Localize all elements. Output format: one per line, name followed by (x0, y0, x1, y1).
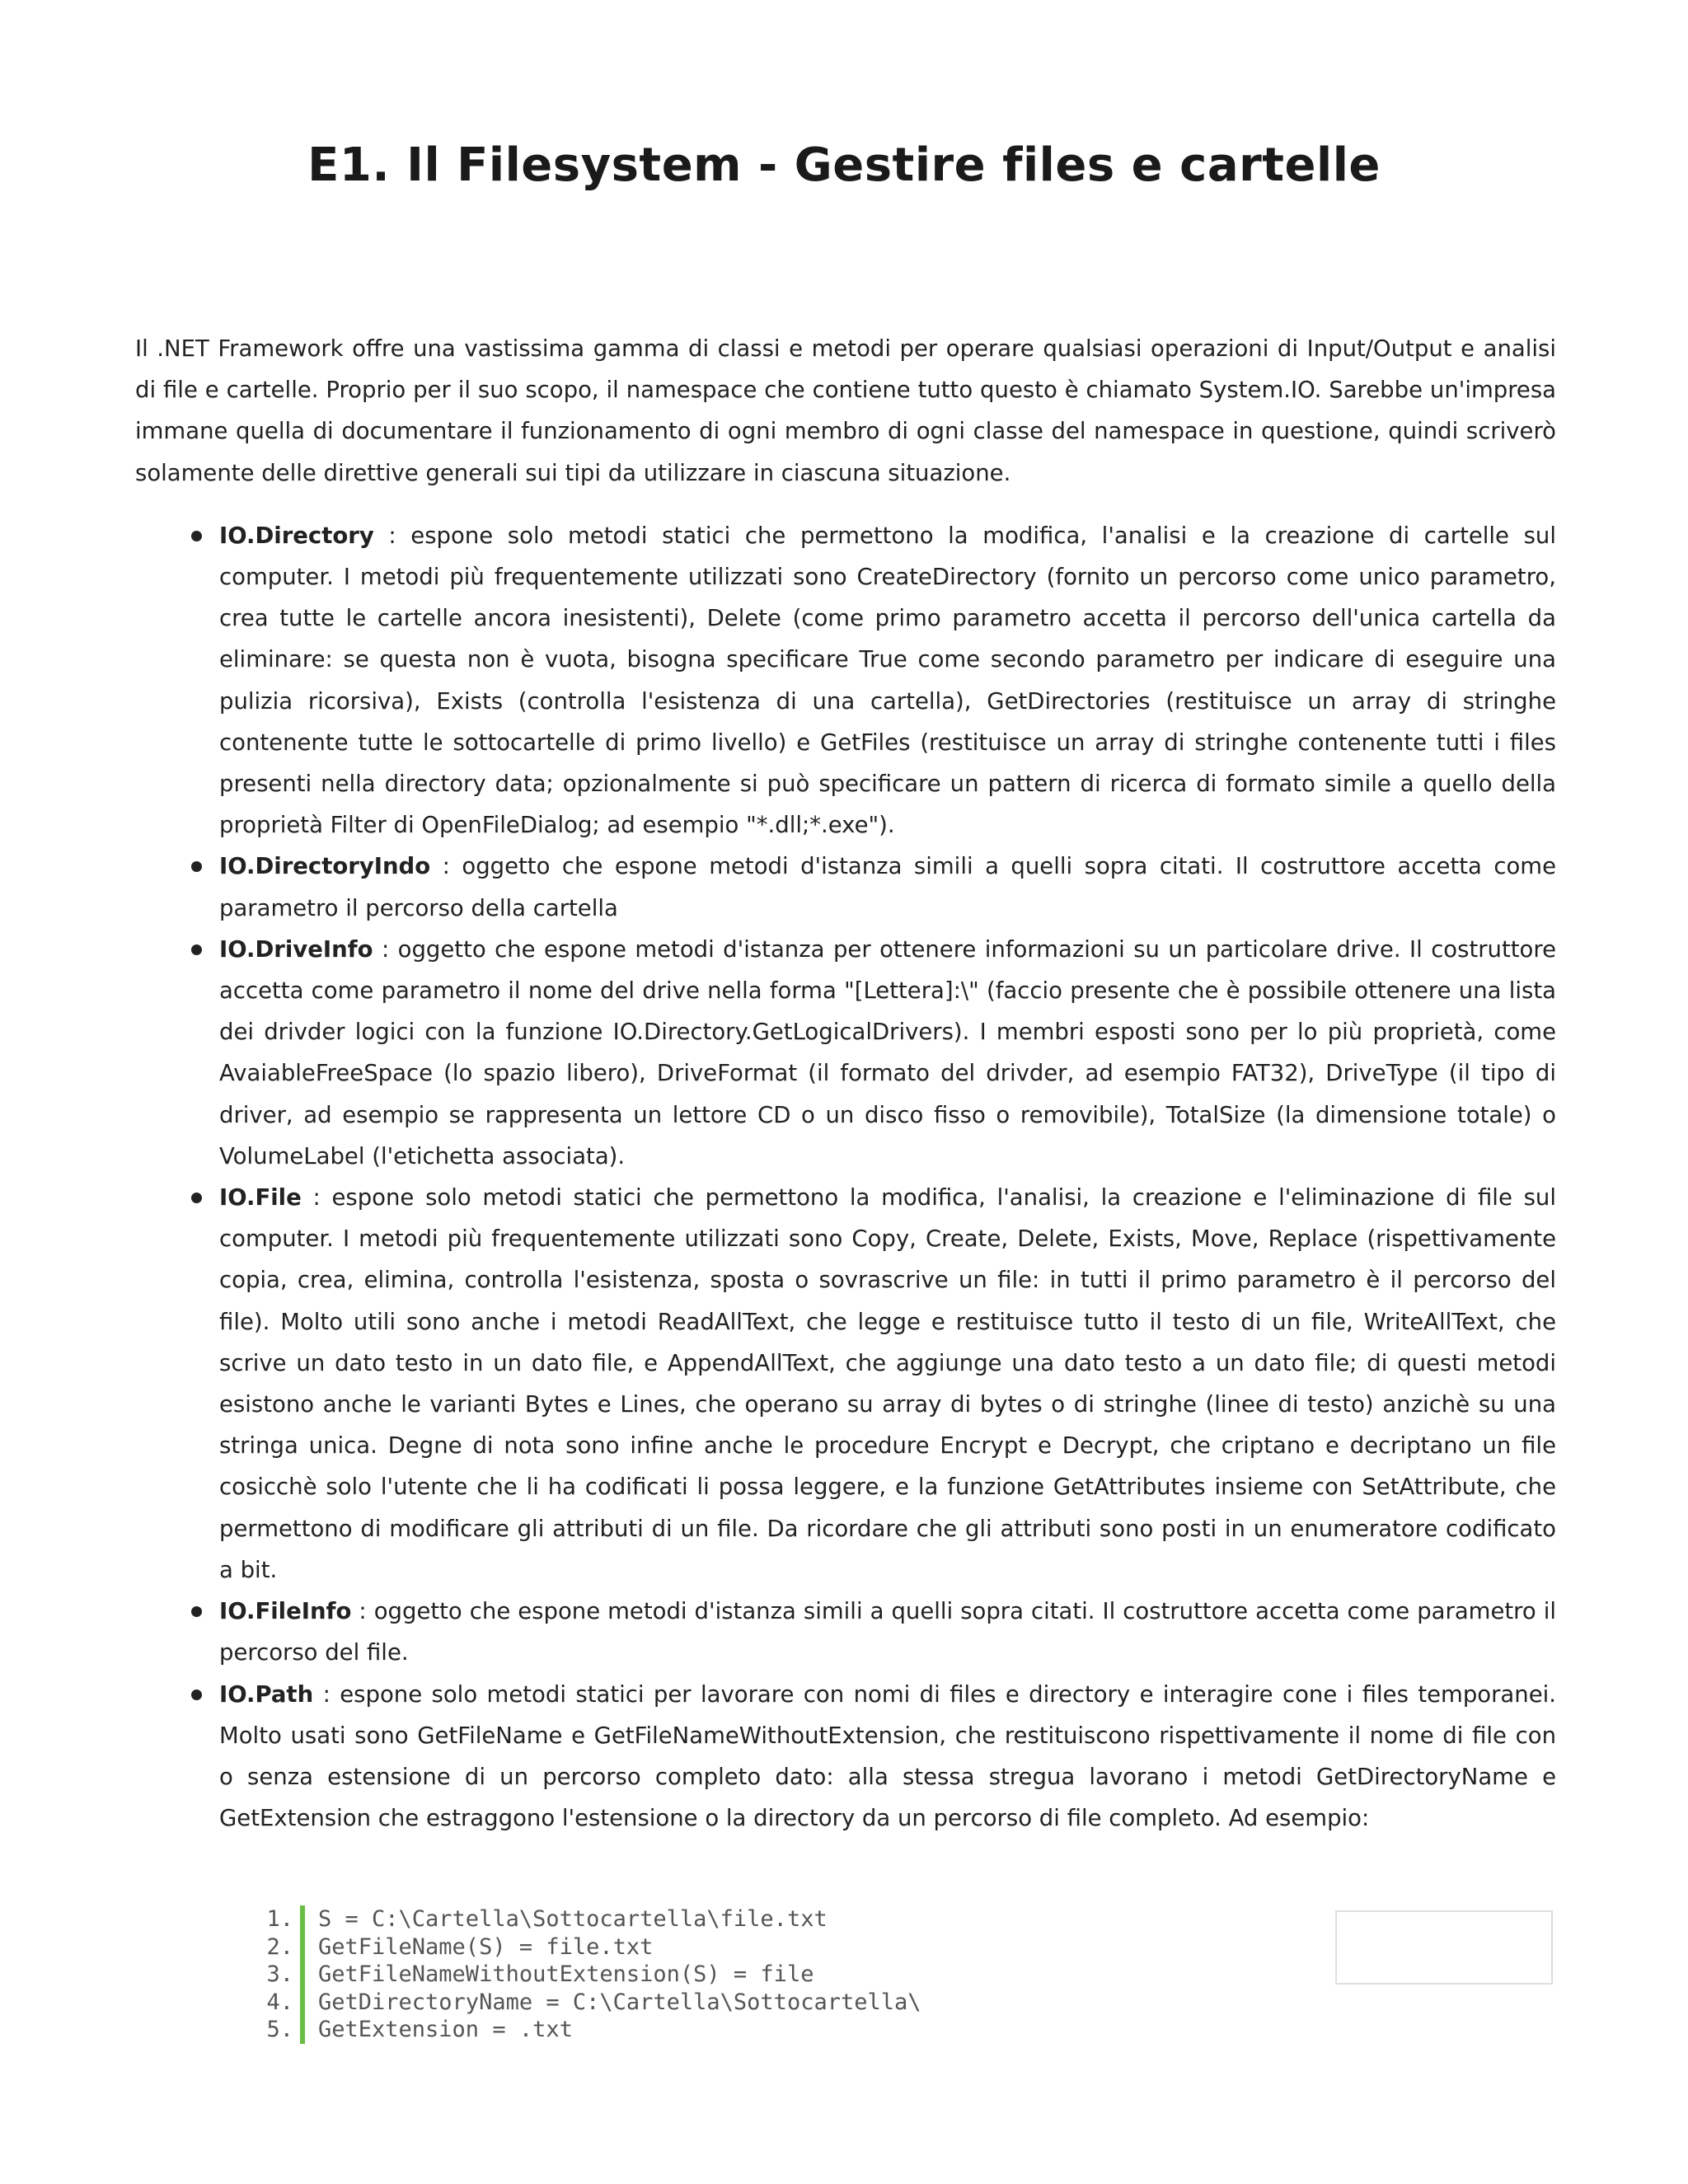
code-example (247, 1905, 921, 2044)
code-text: GetFileNameWithoutExtension(S) = file (300, 1961, 814, 1989)
bullet-icon (191, 1690, 202, 1700)
code-line (247, 1933, 921, 1961)
bullet-icon (191, 944, 202, 955)
list-item-io-directory (219, 515, 1556, 846)
term-description: : oggetto che espone metodi d'istanza simili a quelli sopra citati. Il costruttore accetta come parametro il percorso del file. (219, 1598, 1556, 1666)
intro-paragraph: Il .NET Framework offre una vastissima gamma di classi e metodi per operare qualsiasi operazioni di Input/Output e analisi di file e cartelle. Proprio per il suo scopo, il namespace che contiene tutto questo è chiamato System.IO. Sarebbe un'impresa immane quella di documentare il funzionamento di ogni membro di ogni classe del namespace in questione, quindi scriverò solamente delle direttive generali sui tipi da utilizzare in ciascuna situazione. (135, 335, 1556, 486)
empty-frame (1335, 1910, 1553, 1985)
class-list (135, 515, 1556, 1840)
term-description: : oggetto che espone metodi d'istanza simili a quelli sopra citati. Il costruttore accetta come parametro il percorso della cartella (219, 853, 1556, 921)
term-label: IO.FileInfo (219, 1598, 352, 1625)
page-title: E1. Il Filesystem - Gestire files e cartelle (307, 138, 1381, 192)
term-description: : espone solo metodi statici che permettono la modifica, l'analisi, la creazione e l'eliminazione di file sul computer. I metodi più frequentemente utilizzati sono Copy, Create, Delete, Exists, Move, Replace (rispettivamente copia, crea, elimina, controlla l'esistenza, sposta o sovrascrive un file: in tutti il primo parametro è il percorso del file). Molto utili sono anche i metodi ReadAllText, che legge e restituisce tutto il testo di un file, WriteAllText, che scrive un dato testo in un dato file, e AppendAllText, che aggiunge una dato testo a un dato file; di questi metodi esistono anche le varianti Bytes e Lines, che operano su array di bytes o di stringhe (linee di testo) anzichè su una stringa unica. Degne di nota sono infine anche le procedure Encrypt e Decrypt, che criptano e decriptano un file cosicchè solo l'utente che li ha codificati li possa leggere, e la funzione GetAttributes insieme con SetAttribute, che permettono di modificare gli attributi di un file. Da ricordare che gli attributi sono posti in un enumeratore codificato a bit. (219, 1184, 1556, 1583)
bullet-icon (191, 1193, 202, 1203)
code-text: GetFileName(S) = file.txt (300, 1933, 653, 1961)
code-line (247, 1961, 921, 1989)
list-item-io-driveinfo (219, 929, 1556, 1177)
bullet-icon (191, 1606, 202, 1617)
list-item-io-fileinfo (219, 1591, 1556, 1673)
code-line (247, 2016, 921, 2044)
line-number: 2. (266, 1933, 293, 1960)
term-description: : oggetto che espone metodi d'istanza per ottenere informazioni su un particolare drive. Il costruttore accetta come parametro il nome del drive nella forma "[Lettera]:\" (faccio presente che è possibile ottenere una lista dei drivder logici con la funzione IO.Directory.GetLogicalDrivers). I membri esposti sono per lo più proprietà, come AvaiableFreeSpace (lo spazio libero), DriveFormat (il formato del drivder, ad esempio FAT32), DriveType (il tipo di driver, ad esempio se rappresenta un lettore CD o un disco fisso o removibile), TotalSize (la dimensione totale) o VolumeLabel (l'etichetta associata). (219, 935, 1556, 1169)
code-text: GetExtension = .txt (300, 2016, 573, 2044)
code-line (247, 1989, 921, 2017)
term-label: IO.DirectoryIndo (219, 853, 431, 880)
line-number: 5. (266, 2017, 293, 2042)
term-label: IO.Path (219, 1680, 314, 1708)
code-text: S = C:\Cartella\Sottocartella\file.txt (300, 1905, 828, 1933)
term-label: IO.DriveInfo (219, 935, 373, 963)
list-item-io-file (219, 1177, 1556, 1591)
list-item-io-directoryindo (219, 846, 1556, 928)
term-description: : espone solo metodi statici per lavorare con nomi di files e directory e interagire cone i files temporanei. Molto usati sono GetFileName e GetFileNameWithoutExtension, che restituiscono rispettivamente il nome di file con o senza estensione di un percorso completo dato: alla stessa stregua lavorano i metodi GetDirectoryName e GetExtension che estraggono l'estensione o la directory da un percorso di file completo. Ad esempio: (219, 1680, 1556, 1832)
term-label: IO.File (219, 1184, 302, 1212)
code-text: GetDirectoryName = C:\Cartella\Sottocartella\ (300, 1989, 921, 2017)
term-description: : espone solo metodi statici che permettono la modifica, l'analisi e la creazione di cartelle sul computer. I metodi più frequentemente utilizzati sono CreateDirectory (fornito un percorso come unico parametro, crea tutte le cartelle ancora inesistenti), Delete (come primo parametro accetta il percorso dell'unica cartella da eliminare: se questa non è vuota, bisogna specificare True come secondo parametro per indicare di eseguire una pulizia ricorsiva), Exists (controlla l'esistenza di una cartella), GetDirectories (restituisce un array di stringhe contenente tutte le sottocartelle di primo livello) e GetFiles (restituisce un array di stringhe contenente tutti i files presenti nella directory data; opzionalmente si può specificare un pattern di ricerca di formato simile a quello della proprietà Filter di OpenFileDialog; ad esempio "*.dll;*.exe"). (219, 522, 1556, 839)
bullet-icon (191, 531, 202, 541)
document-body (135, 328, 1556, 1839)
line-number: 4. (266, 1989, 293, 2015)
term-label: IO.Directory (219, 522, 374, 549)
code-line (247, 1905, 921, 1933)
bullet-icon (191, 861, 202, 872)
line-number: 3. (266, 1961, 293, 1987)
line-number: 1. (266, 1906, 293, 1932)
list-item-io-path (219, 1674, 1556, 1840)
